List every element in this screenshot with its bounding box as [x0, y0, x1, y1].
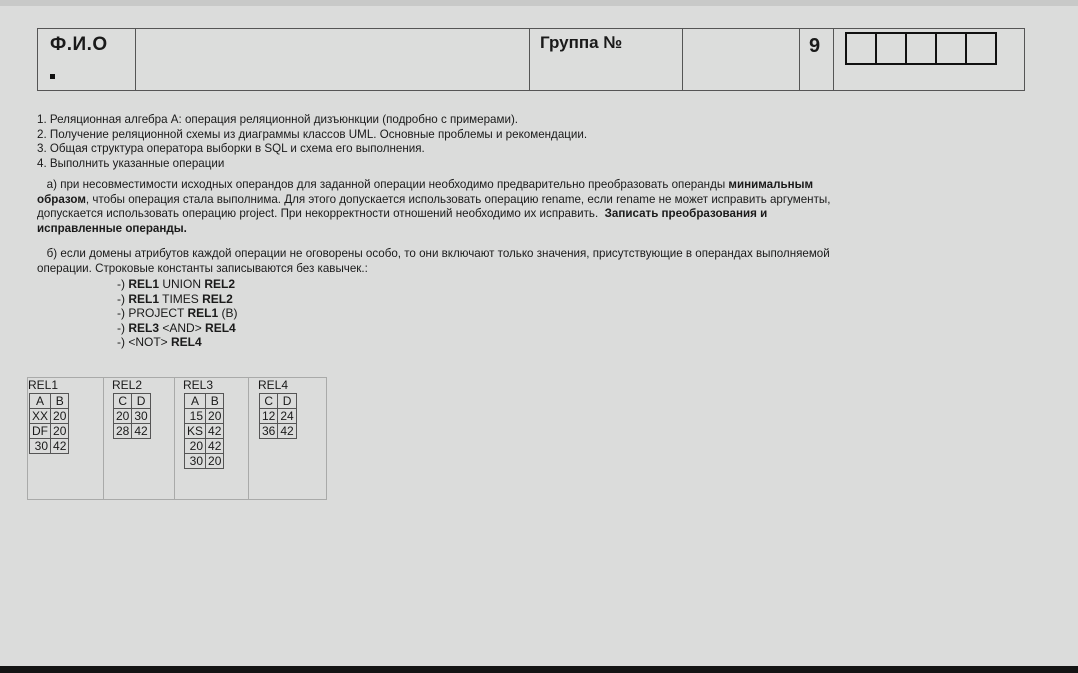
table-cell: 42: [206, 424, 224, 439]
task-a-bold: Записать преобразования и: [604, 207, 768, 221]
relations-panel: [27, 377, 327, 500]
op-operand: REL2: [202, 291, 233, 306]
relation-table: [184, 393, 224, 469]
fio-cell: [38, 29, 136, 90]
op-prefix: -) <NOT>: [117, 335, 172, 350]
question-item: 4. Выполнить указанные операции: [37, 156, 225, 170]
table-header: B: [206, 394, 224, 409]
table-cell: 42: [206, 439, 224, 454]
relation-name: REL2: [112, 378, 143, 392]
op-operand: REL4: [171, 335, 202, 350]
table-cell: 20: [51, 424, 69, 439]
operation-item: [117, 321, 237, 336]
column-divider: [174, 378, 175, 499]
score-boxes-cell: [834, 29, 1024, 90]
op-prefix: -): [117, 320, 129, 335]
group-value-cell[interactable]: [683, 29, 800, 90]
table-cell: 30: [132, 409, 150, 424]
variant-cell: [800, 29, 834, 90]
task-a-paragraph: [37, 178, 1037, 236]
operation-item: [117, 277, 237, 292]
op-operand: REL1: [128, 277, 160, 291]
relation-table: [29, 393, 69, 454]
relation-table: [259, 393, 297, 439]
table-cell: 42: [278, 424, 296, 439]
table-header: D: [132, 394, 150, 409]
op-operand: REL1: [187, 306, 219, 321]
table-cell: 20: [185, 439, 206, 454]
task-a-text: допускается использовать операцию project. При некорректности отношений необходимо их исправить.: [37, 207, 605, 221]
op-operator: (B): [218, 306, 238, 321]
column-divider: [248, 378, 249, 499]
header-table: [37, 28, 1025, 91]
task-b-line: операции. Строковые константы записываются без кавычек.:: [37, 261, 368, 275]
task-b-line: б) если домены атрибутов каждой операции не оговорены особо, то они включают только значения, присутствующие в операндах выполняемой: [37, 247, 830, 260]
operation-item: [117, 306, 237, 321]
group-label: Группа №: [540, 33, 623, 52]
task-a-text: а) при несовместимости исходных операндов для заданной операции необходимо предварительно преобразовать операнды: [37, 178, 729, 191]
op-operator: TIMES: [159, 291, 203, 306]
name-field-cell[interactable]: [136, 29, 530, 90]
table-cell: 30: [30, 439, 51, 454]
op-operand: REL1: [128, 291, 160, 306]
table-cell: 15: [185, 409, 206, 424]
table-cell: DF: [30, 424, 51, 439]
score-box[interactable]: [935, 32, 967, 65]
variant-number: 9: [809, 35, 821, 57]
question-item: 1. Реляционная алгебра A: операция реляционной дизъюнкции (подробно с примерами).: [37, 113, 519, 126]
op-operand: REL3: [128, 320, 160, 335]
operation-item: [117, 335, 237, 350]
table-cell: 20: [51, 409, 69, 424]
relation-name: REL4: [258, 378, 289, 392]
table-cell: 24: [278, 409, 296, 424]
relation-name: REL3: [183, 378, 214, 392]
table-cell: 20: [206, 409, 224, 424]
fio-dot: [50, 74, 55, 79]
table-cell: XX: [30, 409, 51, 424]
table-cell: 30: [185, 454, 206, 469]
score-box[interactable]: [905, 32, 937, 65]
op-operator: UNION: [159, 277, 205, 291]
task-a-text: , чтобы операция стала выполнима. Для этого допускается использовать операцию rename, если rename не может исправить аргументы,: [85, 192, 831, 206]
relation-name: REL1: [28, 378, 59, 392]
table-cell: 42: [132, 424, 150, 439]
table-cell: 12: [260, 409, 278, 424]
table-header: A: [30, 394, 51, 409]
table-cell: 36: [260, 424, 278, 439]
column-divider: [103, 378, 104, 499]
table-cell: KS: [185, 424, 206, 439]
group-label-cell: [530, 29, 683, 90]
op-operand: REL2: [204, 277, 236, 291]
table-header: A: [185, 394, 206, 409]
table-header: D: [278, 394, 296, 409]
table-header: C: [260, 394, 278, 409]
table-header: C: [114, 394, 132, 409]
op-operand: REL4: [205, 320, 236, 335]
score-box[interactable]: [965, 32, 997, 65]
question-item: 2. Получение реляционной схемы из диаграммы классов UML. Основные проблемы и рекомендации.: [37, 127, 588, 141]
operation-item: [117, 292, 237, 307]
task-a-bold: минимальным: [728, 178, 814, 191]
questions-list: [37, 113, 1037, 171]
op-prefix: -): [117, 277, 129, 291]
task-a-bold: образом: [37, 192, 86, 206]
score-box[interactable]: [845, 32, 877, 65]
table-cell: 20: [114, 409, 132, 424]
op-prefix: -) PROJECT: [117, 306, 188, 321]
score-boxes: [845, 32, 997, 65]
question-item: 3. Общая структура оператора выборки в SQL и схема его выполнения.: [37, 142, 425, 156]
table-cell: 20: [206, 454, 224, 469]
operations-list: [117, 277, 237, 350]
fio-label: Ф.И.О: [50, 34, 108, 55]
table-header: B: [51, 394, 69, 409]
task-a-bold: исправленные операнды.: [37, 221, 187, 235]
score-box[interactable]: [875, 32, 907, 65]
table-cell: 28: [114, 424, 132, 439]
task-b-paragraph: [37, 247, 1037, 276]
op-operator: <AND>: [159, 320, 206, 335]
op-prefix: -): [117, 291, 129, 306]
table-cell: 42: [51, 439, 69, 454]
relation-table: [113, 393, 151, 439]
top-strip: [0, 0, 1078, 6]
